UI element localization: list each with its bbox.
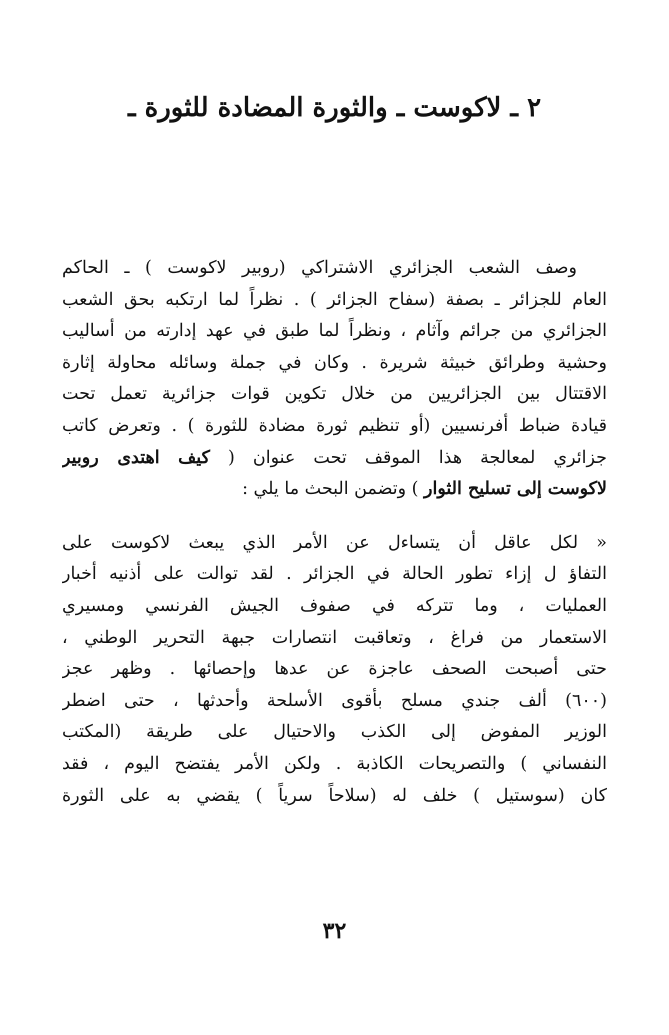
text-line: حتى أصبحت الصحف عاجزة عن عدها وإحصائها . وظهر عجز bbox=[62, 659, 607, 680]
article-title-part-1: كيف اهتدى روبير bbox=[62, 447, 210, 468]
text-line: قيادة ضباط أفرنسيين (أو تنظيم ثورة مضادة للثورة ) . وتعرض كاتب bbox=[62, 415, 607, 436]
text-line: كان (سوستيل ) خلف له (سلاحاً سرياً ) يقضي به على الثورة bbox=[62, 785, 607, 806]
page-title: ٢ ـ لاكوست ـ والثورة المضادة للثورة ـ bbox=[127, 93, 542, 123]
text-line: وصف الشعب الجزائري الاشتراكي (روبير لاكوست ) ـ الحاكم bbox=[62, 258, 577, 278]
text-line: العمليات ، وما تتركه في صفوف الجيش الفرنسي ومسيري bbox=[62, 595, 607, 616]
text-line: التفاؤ ل إزاء تطور الحالة في الجزائر . لقد توالت على أذنيه أخبار bbox=[62, 564, 607, 585]
text-line: الاقتتال بين الجزائريين من خلال تكوين قوات جزائرية تعمل تحت bbox=[62, 384, 607, 405]
text-run: ) وتضمن البحث ما يلي : bbox=[242, 479, 425, 500]
text-line-mixed bbox=[62, 474, 607, 506]
text-line: الوزير المفوض إلى الكذب والاحتيال على طريقة (المكتب bbox=[62, 722, 607, 743]
text-run: جزائري لمعالجة هذا الموقف تحت عنوان ( bbox=[209, 447, 607, 468]
paragraph-spacer bbox=[62, 506, 607, 528]
article-title-part-2: لاكوست إلى تسليح الثوار bbox=[424, 479, 607, 500]
paragraph-2-quote bbox=[62, 528, 607, 812]
body-text bbox=[62, 253, 607, 812]
text-line: « لكل عاقل أن يتساءل عن الأمر الذي يبعث لاكوست على bbox=[62, 532, 607, 553]
text-line: (٦٠٠) ألف جندي مسلح بأقوى الأسلحة وأحدثها ، حتى اضطر bbox=[62, 690, 607, 711]
page-number: ٣٢ bbox=[322, 918, 347, 944]
text-line: الجزائري من جرائم وآثام ، ونظراً لما طبق في عهد إدارته من أساليب bbox=[62, 321, 607, 342]
text-line-mixed bbox=[62, 443, 607, 475]
paragraph-1 bbox=[62, 253, 607, 506]
text-line: النفساني ) والتصريحات الكاذبة . ولكن الأمر يفتضح اليوم ، فقد bbox=[62, 753, 607, 774]
text-line: العام للجزائر ـ بصفة (سفاح الجزائر ) . نظراً لما ارتكبه بحق الشعب bbox=[62, 289, 607, 310]
text-line: الاستعمار من فراغ ، وتعاقبت انتصارات جبهة التحرير الوطني ، bbox=[62, 627, 607, 648]
text-line: وحشية وطرائق خبيثة شريرة . وكان في جملة وسائله محاولة إثارة bbox=[62, 352, 607, 373]
